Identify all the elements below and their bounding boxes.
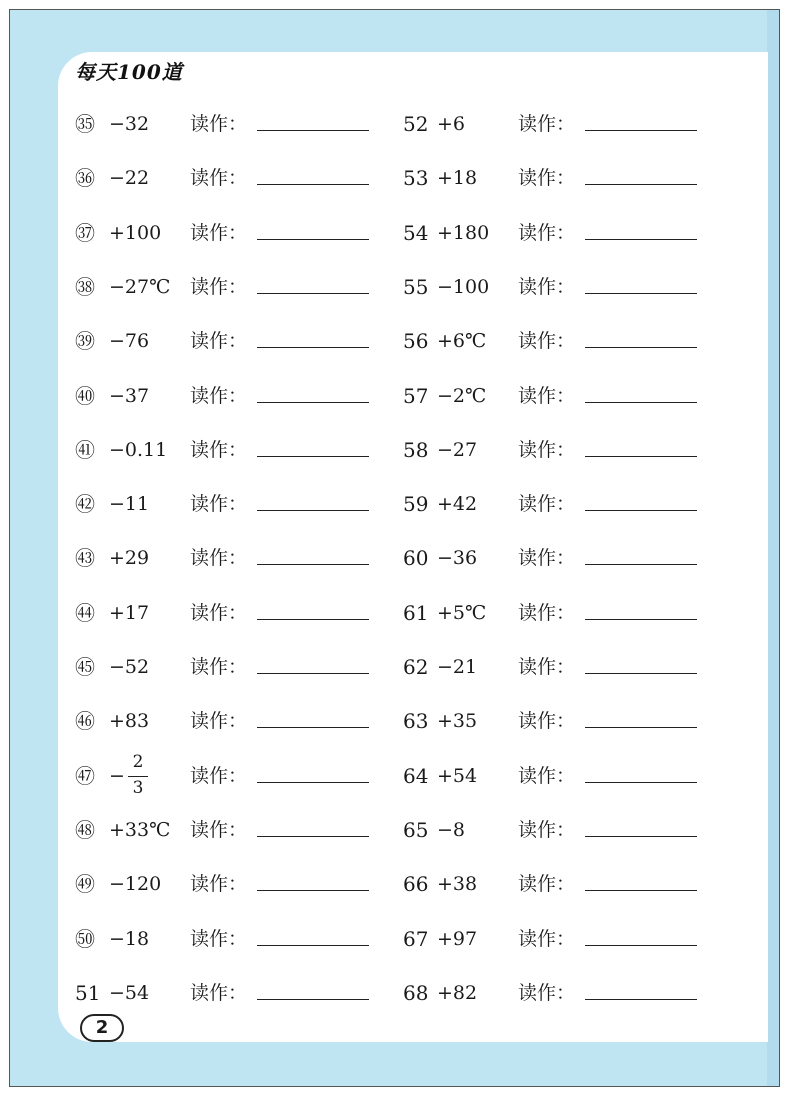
read-as-label: 读作： xyxy=(518,276,576,298)
read-as-label: 读作： xyxy=(518,439,576,461)
item-number: 65 xyxy=(403,818,429,842)
fraction-bar xyxy=(128,776,148,777)
answer-blank[interactable] xyxy=(257,727,369,728)
read-as-label: 读作： xyxy=(190,982,248,1004)
page-edge-strip xyxy=(767,10,779,1086)
exercise-item xyxy=(403,812,733,848)
item-number: 60 xyxy=(403,546,429,570)
item-number: ㊶ xyxy=(75,438,95,462)
item-value: −37 xyxy=(109,385,150,407)
item-value: +83 xyxy=(109,710,150,732)
read-as-label: 读作： xyxy=(190,928,248,950)
answer-blank[interactable] xyxy=(257,184,369,185)
item-value: +33℃ xyxy=(109,819,171,841)
item-value: −27℃ xyxy=(109,276,171,298)
exercise-item xyxy=(403,540,733,576)
answer-blank[interactable] xyxy=(257,564,369,565)
exercise-item xyxy=(75,323,405,359)
read-as-label: 读作： xyxy=(518,710,576,732)
answer-blank[interactable] xyxy=(257,673,369,674)
item-number: ㊱ xyxy=(75,166,95,190)
item-number: ㊿ xyxy=(75,927,95,951)
exercise-item xyxy=(75,160,405,196)
exercise-item xyxy=(75,921,405,957)
read-as-label: 读作： xyxy=(190,276,248,298)
item-value: −21 xyxy=(437,656,478,678)
read-as-label: 读作： xyxy=(190,819,248,841)
exercise-item xyxy=(403,432,733,468)
answer-blank[interactable] xyxy=(585,293,697,294)
item-number: ㊸ xyxy=(75,546,95,570)
read-as-label: 读作： xyxy=(190,873,248,895)
item-number: ㊵ xyxy=(75,384,95,408)
item-number: ㊹ xyxy=(75,601,95,625)
item-value: +29 xyxy=(109,547,150,569)
answer-blank[interactable] xyxy=(585,999,697,1000)
item-value: +38 xyxy=(437,873,478,895)
exercise-item xyxy=(403,595,733,631)
exercise-item xyxy=(75,975,405,1011)
answer-blank[interactable] xyxy=(257,890,369,891)
exercise-item xyxy=(75,595,405,631)
exercise-item xyxy=(403,921,733,957)
answer-blank[interactable] xyxy=(585,564,697,565)
read-as-label: 读作： xyxy=(190,439,248,461)
item-number: 55 xyxy=(403,275,429,299)
read-as-label: 读作： xyxy=(518,113,576,135)
item-value: +100 xyxy=(109,222,162,244)
item-value: +5℃ xyxy=(437,602,487,624)
answer-blank[interactable] xyxy=(585,347,697,348)
answer-blank[interactable] xyxy=(257,293,369,294)
item-value: −8 xyxy=(437,819,466,841)
answer-blank[interactable] xyxy=(257,130,369,131)
read-as-label: 读作： xyxy=(190,385,248,407)
exercise-item xyxy=(403,378,733,414)
item-value: +82 xyxy=(437,982,478,1004)
read-as-label: 读作： xyxy=(190,656,248,678)
answer-blank[interactable] xyxy=(257,999,369,1000)
item-number: 52 xyxy=(403,112,429,136)
item-number: 56 xyxy=(403,329,429,353)
read-as-label: 读作： xyxy=(190,167,248,189)
read-as-label: 读作： xyxy=(518,167,576,189)
item-number: 59 xyxy=(403,492,429,516)
item-value: −18 xyxy=(109,928,150,950)
item-number: 64 xyxy=(403,764,429,788)
item-number: 67 xyxy=(403,927,429,951)
item-value: +54 xyxy=(437,765,478,787)
fraction-denominator: 3 xyxy=(132,778,144,798)
read-as-label: 读作： xyxy=(518,928,576,950)
item-number: 54 xyxy=(403,221,429,245)
item-number: 68 xyxy=(403,981,429,1005)
item-value: +180 xyxy=(437,222,490,244)
exercise-item xyxy=(75,703,405,739)
exercise-item xyxy=(75,649,405,685)
answer-blank[interactable] xyxy=(585,782,697,783)
read-as-label: 读作： xyxy=(518,547,576,569)
read-as-label: 读作： xyxy=(190,222,248,244)
read-as-label: 读作： xyxy=(518,656,576,678)
answer-blank[interactable] xyxy=(585,239,697,240)
read-as-label: 读作： xyxy=(190,765,248,787)
item-number: ㊳ xyxy=(75,275,95,299)
answer-blank[interactable] xyxy=(257,347,369,348)
exercise-item xyxy=(403,106,733,142)
item-number: 57 xyxy=(403,384,429,408)
answer-blank[interactable] xyxy=(585,130,697,131)
fraction-numerator: 2 xyxy=(132,752,144,772)
item-value: +6℃ xyxy=(437,330,487,352)
exercise-item xyxy=(75,812,405,848)
page-number-badge: 2 xyxy=(80,1014,124,1042)
read-as-label: 读作： xyxy=(518,819,576,841)
item-number: 53 xyxy=(403,166,429,190)
item-value: +42 xyxy=(437,493,478,515)
exercise-item xyxy=(75,378,405,414)
answer-blank[interactable] xyxy=(585,184,697,185)
item-number: ㊺ xyxy=(75,655,95,679)
read-as-label: 读作： xyxy=(518,330,576,352)
item-number: ㊴ xyxy=(75,329,95,353)
read-as-label: 读作： xyxy=(190,113,248,135)
item-number: ㊲ xyxy=(75,221,95,245)
answer-blank[interactable] xyxy=(585,836,697,837)
exercise-item xyxy=(403,758,733,794)
fraction-value xyxy=(109,752,169,800)
exercise-item xyxy=(403,323,733,359)
answer-blank[interactable] xyxy=(257,239,369,240)
read-as-label: 读作： xyxy=(518,222,576,244)
item-value: −52 xyxy=(109,656,150,678)
exercise-item xyxy=(403,703,733,739)
exercise-item xyxy=(403,649,733,685)
item-value: +6 xyxy=(437,113,466,135)
read-as-label: 读作： xyxy=(518,493,576,515)
answer-blank[interactable] xyxy=(257,402,369,403)
read-as-label: 读作： xyxy=(518,982,576,1004)
item-number: ㉟ xyxy=(75,112,95,136)
item-value: −120 xyxy=(109,873,162,895)
item-number: ㊾ xyxy=(75,872,95,896)
fraction-sign: − xyxy=(109,765,125,787)
exercise-item xyxy=(403,486,733,522)
answer-blank[interactable] xyxy=(585,456,697,457)
item-value: −76 xyxy=(109,330,150,352)
item-number: 66 xyxy=(403,872,429,896)
read-as-label: 读作： xyxy=(518,602,576,624)
item-value: −2℃ xyxy=(437,385,487,407)
item-value: +97 xyxy=(437,928,478,950)
answer-blank[interactable] xyxy=(257,510,369,511)
page-title: 每天100道 xyxy=(75,60,183,84)
exercise-item xyxy=(75,752,405,798)
answer-blank[interactable] xyxy=(585,510,697,511)
answer-blank[interactable] xyxy=(585,727,697,728)
item-value: −27 xyxy=(437,439,478,461)
read-as-label: 读作： xyxy=(190,602,248,624)
item-number: 61 xyxy=(403,601,429,625)
exercise-item xyxy=(75,486,405,522)
answer-blank[interactable] xyxy=(585,619,697,620)
item-value: −36 xyxy=(437,547,478,569)
read-as-label: 读作： xyxy=(190,547,248,569)
exercise-item xyxy=(403,269,733,305)
item-value: −22 xyxy=(109,167,150,189)
exercise-item xyxy=(75,540,405,576)
read-as-label: 读作： xyxy=(518,873,576,895)
read-as-label: 读作： xyxy=(190,493,248,515)
item-value: −54 xyxy=(109,982,150,1004)
answer-blank[interactable] xyxy=(257,945,369,946)
read-as-label: 读作： xyxy=(518,765,576,787)
exercise-item xyxy=(403,215,733,251)
exercise-item xyxy=(403,975,733,1011)
item-number: 51 xyxy=(75,981,101,1005)
item-number: ㊽ xyxy=(75,818,95,842)
answer-blank[interactable] xyxy=(257,619,369,620)
exercise-item xyxy=(403,160,733,196)
item-number: 62 xyxy=(403,655,429,679)
item-number: 63 xyxy=(403,709,429,733)
item-value: +18 xyxy=(437,167,478,189)
item-number: ㊷ xyxy=(75,492,95,516)
answer-blank[interactable] xyxy=(257,456,369,457)
item-number: 58 xyxy=(403,438,429,462)
item-value: −100 xyxy=(437,276,490,298)
item-value: −32 xyxy=(109,113,150,135)
exercise-item xyxy=(75,106,405,142)
item-value: −0.11 xyxy=(109,439,168,461)
exercise-item xyxy=(403,866,733,902)
read-as-label: 读作： xyxy=(518,385,576,407)
answer-blank[interactable] xyxy=(257,782,369,783)
item-number: ㊻ xyxy=(75,709,95,733)
item-value: +17 xyxy=(109,602,150,624)
exercise-item xyxy=(75,866,405,902)
answer-blank[interactable] xyxy=(585,402,697,403)
answer-blank[interactable] xyxy=(585,890,697,891)
item-value: −11 xyxy=(109,493,150,515)
item-number: ㊼ xyxy=(75,764,95,788)
read-as-label: 读作： xyxy=(190,330,248,352)
exercise-item xyxy=(75,215,405,251)
exercise-item xyxy=(75,432,405,468)
read-as-label: 读作： xyxy=(190,710,248,732)
item-value: +35 xyxy=(437,710,478,732)
exercise-item xyxy=(75,269,405,305)
answer-blank[interactable] xyxy=(257,836,369,837)
answer-blank[interactable] xyxy=(585,673,697,674)
answer-blank[interactable] xyxy=(585,945,697,946)
